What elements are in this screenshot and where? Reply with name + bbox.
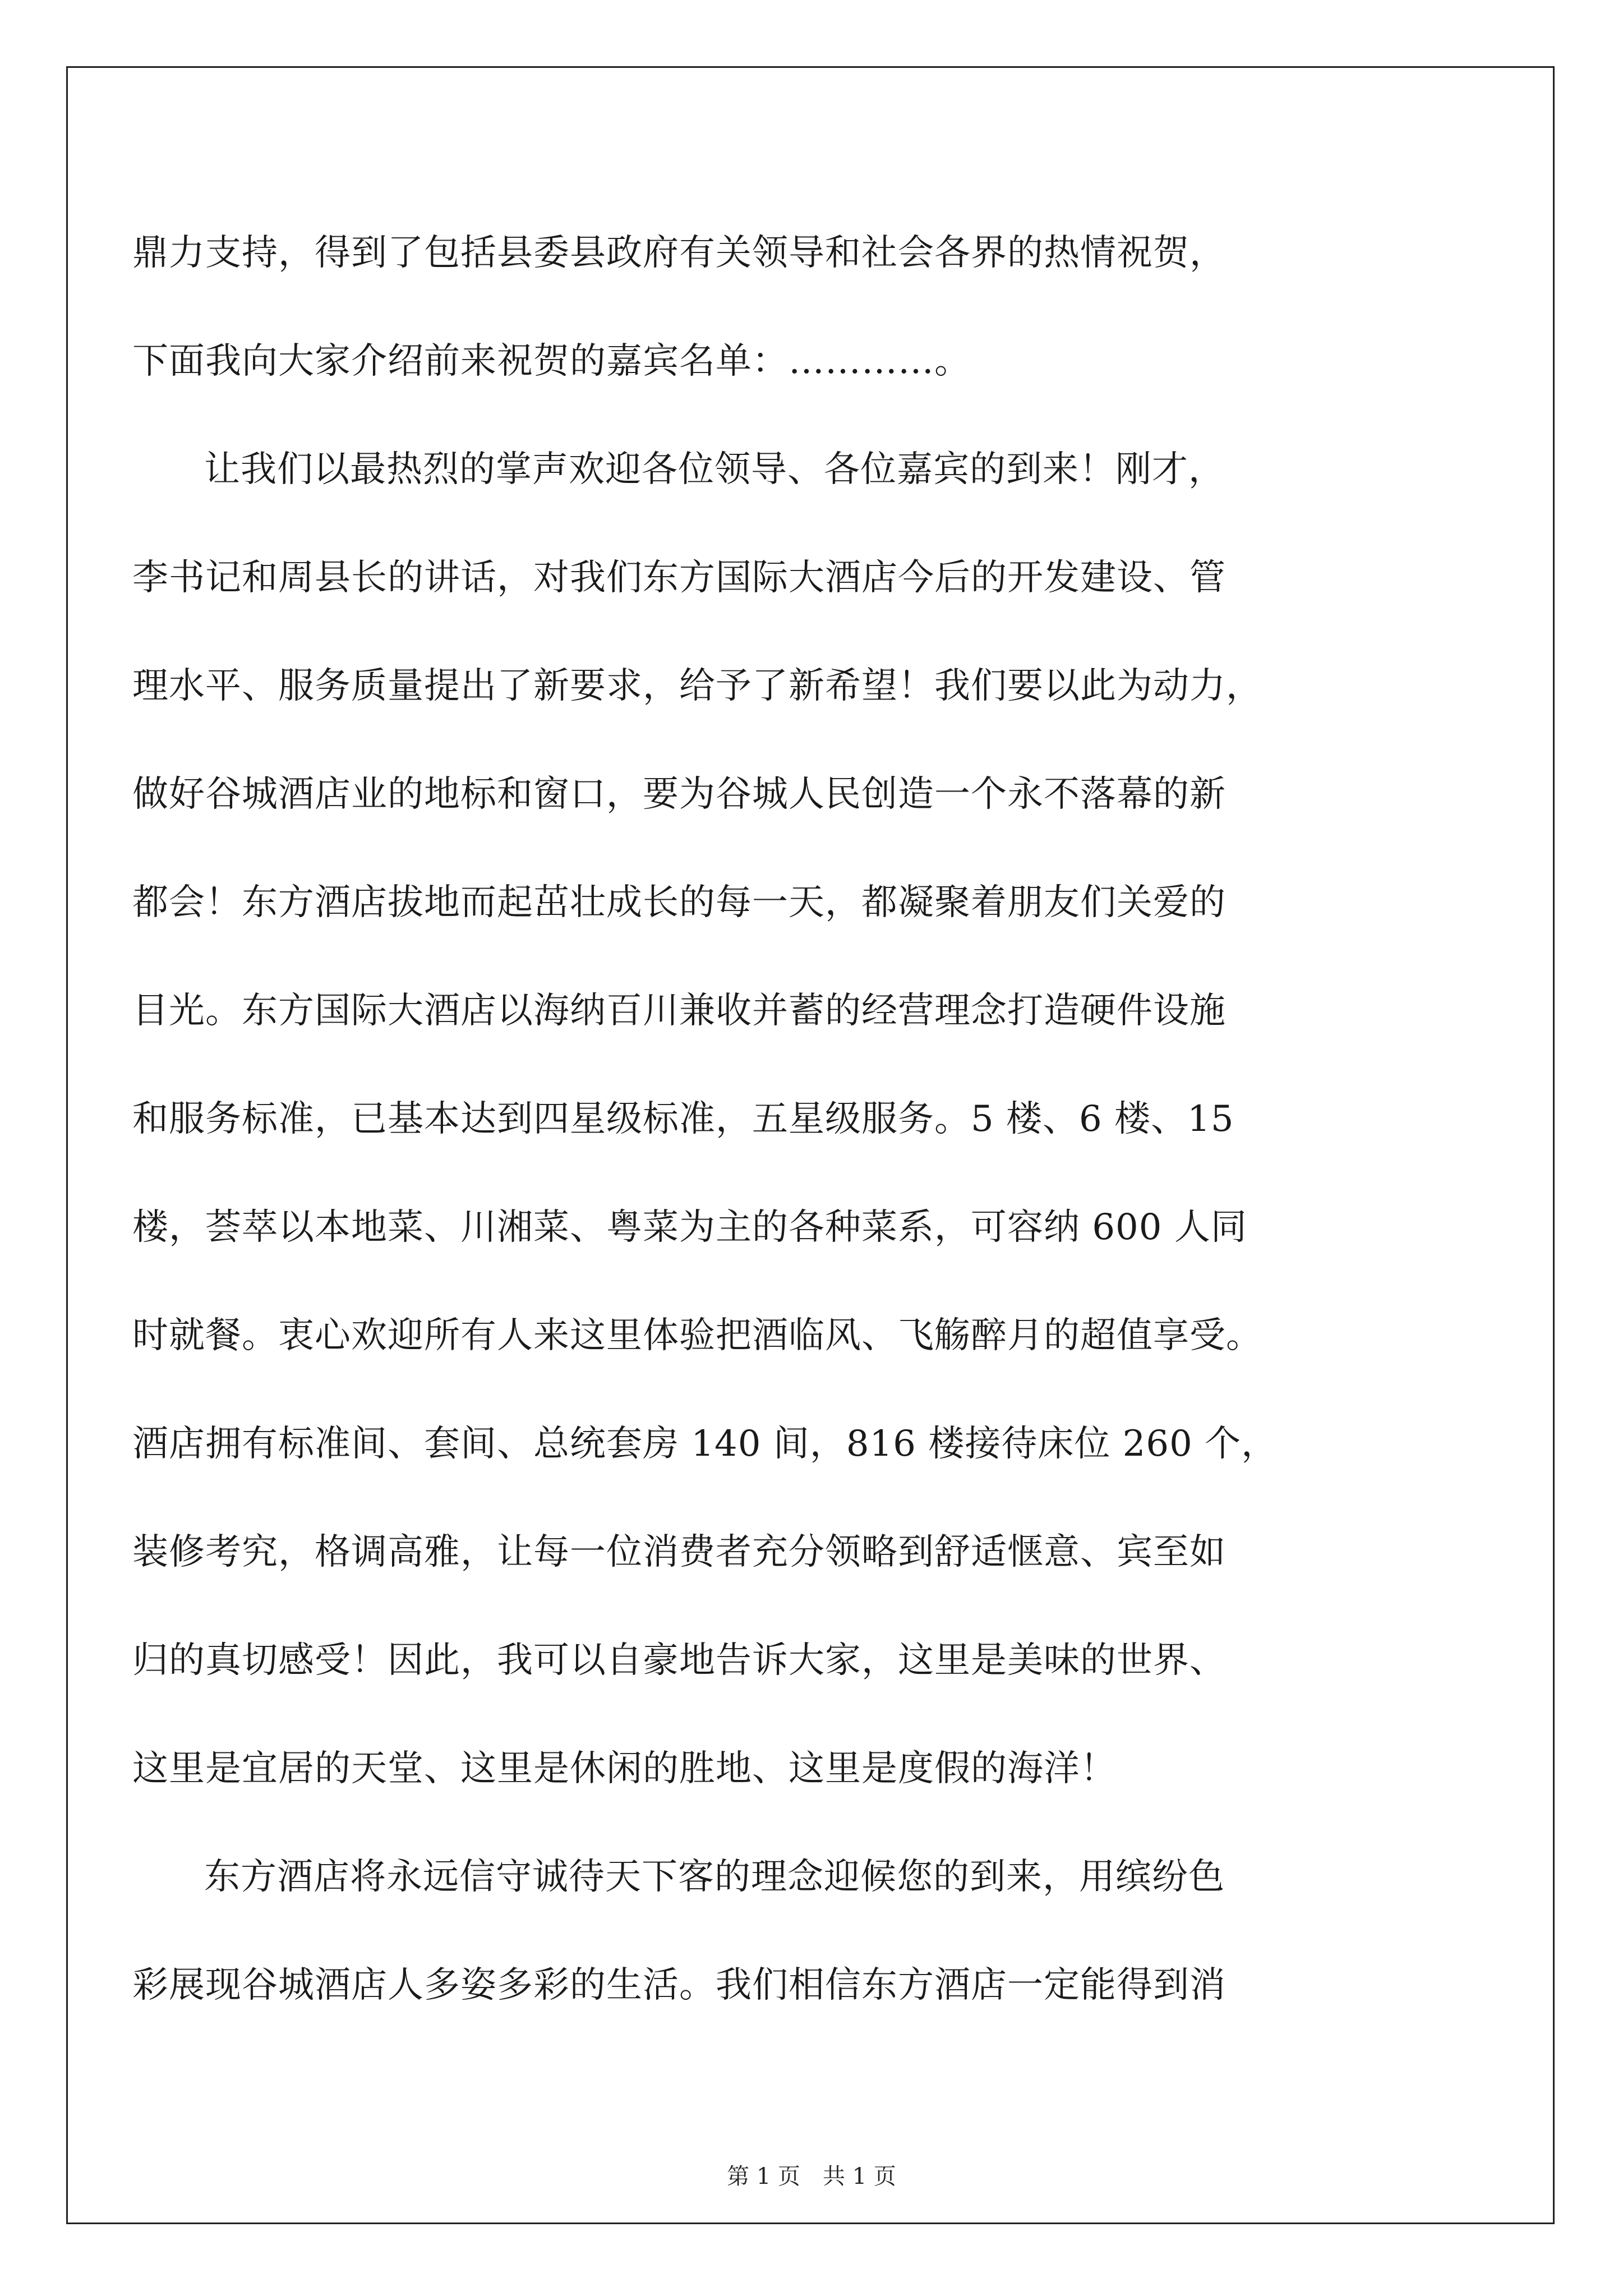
text-line: 下面我向大家介绍前来祝贺的嘉宾名单：…………。 bbox=[132, 341, 971, 382]
page-total: 共 1 页 bbox=[823, 2164, 896, 2189]
text-line: 都会！东方酒店拔地而起茁壮成长的每一天，都凝聚着朋友们关爱的 bbox=[132, 882, 1226, 923]
page-footer bbox=[0, 2160, 1623, 2193]
text-line: 酒店拥有标准间、套间、总统套房 140 间，816 楼接待床位 260 个， bbox=[132, 1423, 1278, 1465]
text-line: 目光。东方国际大酒店以海纳百川兼收并蓄的经营理念打造硬件设施 bbox=[132, 990, 1226, 1032]
text-line: 彩展现谷城酒店人多姿多彩的生活。我们相信东方酒店一定能得到消 bbox=[132, 1964, 1226, 2006]
text-line: 鼎力支持，得到了包括县委县政府有关领导和社会各界的热情祝贺， bbox=[132, 232, 1226, 274]
text-line: 做好谷城酒店业的地标和窗口，要为谷城人民创造一个永不落幕的新 bbox=[132, 774, 1226, 815]
text-line: 和服务标准，已基本达到四星级标准，五星级服务。5 楼、6 楼、15 bbox=[132, 1098, 1234, 1140]
text-line: 归的真切感受！因此，我可以自豪地告诉大家，这里是美味的世界、 bbox=[132, 1640, 1226, 1681]
text-line: 时就餐。衷心欢迎所有人来这里体验把酒临风、飞觞醉月的超值享受。 bbox=[132, 1315, 1262, 1356]
text-line: 李书记和周县长的讲话，对我们东方国际大酒店今后的开发建设、管 bbox=[132, 557, 1226, 599]
text-line: 装修考究，格调高雅，让每一位消费者充分领略到舒适惬意、宾至如 bbox=[132, 1531, 1226, 1573]
paragraph-start-line: 东方酒店将永远信守诚待天下客的理念迎候您的到来，用缤纷色 bbox=[204, 1856, 1225, 1898]
text-line: 这里是宜居的天堂、这里是休闲的胜地、这里是度假的海洋！ bbox=[132, 1748, 1117, 1789]
document-body bbox=[132, 199, 1495, 2040]
paragraph-start-line: 让我们以最热烈的掌声欢迎各位领导、各位嘉宾的到来！刚才， bbox=[204, 449, 1225, 490]
text-line: 理水平、服务质量提出了新要求，给予了新希望！我们要以此为动力， bbox=[132, 665, 1262, 707]
text-line: 楼，荟萃以本地菜、川湘菜、粤菜为主的各种菜系，可容纳 600 人同 bbox=[132, 1207, 1247, 1248]
page-number: 第 1 页 bbox=[727, 2164, 800, 2189]
